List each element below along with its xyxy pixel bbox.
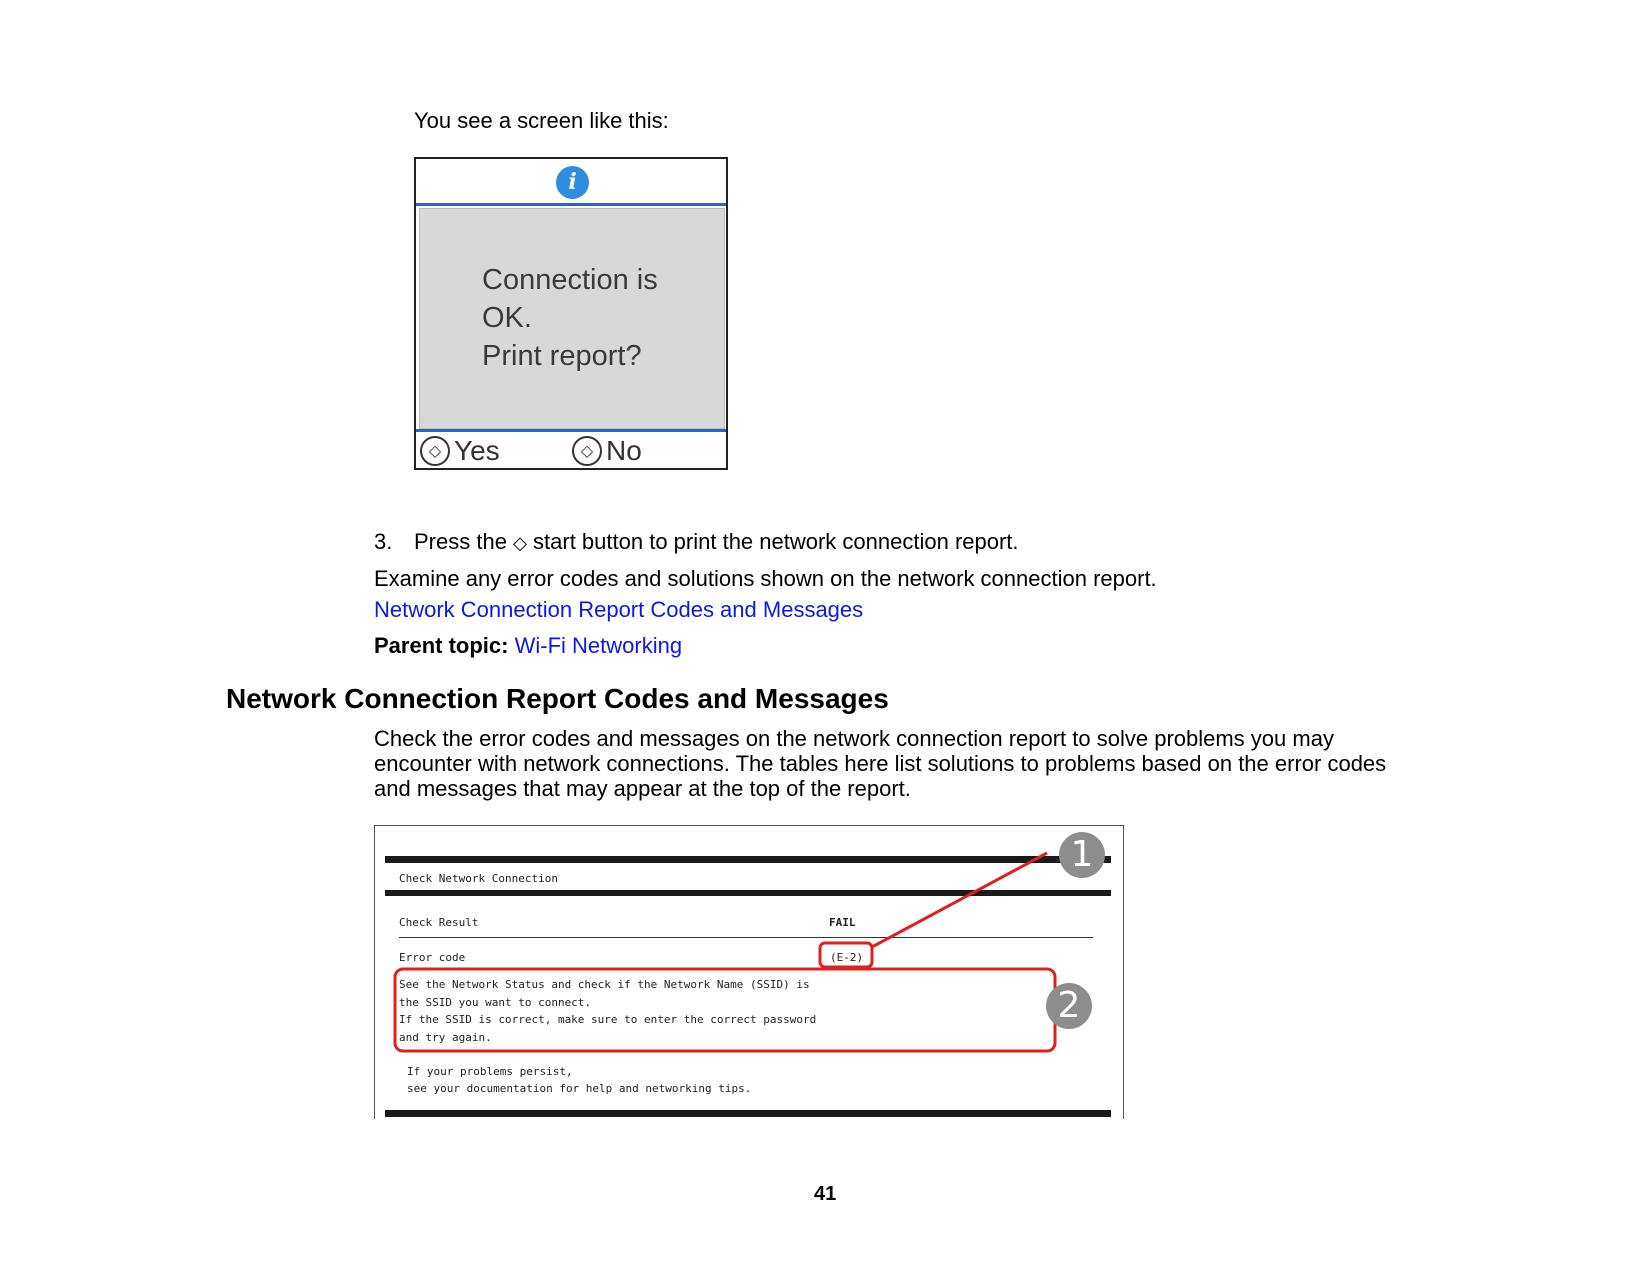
lcd-divider <box>416 203 726 206</box>
parent-topic <box>374 633 682 659</box>
message-line: the SSID you want to connect. <box>399 995 592 1009</box>
error-code-highlight <box>820 943 872 967</box>
info-icon: i <box>556 166 589 199</box>
report-image <box>374 825 1124 1119</box>
message-highlight <box>395 969 1055 1051</box>
section-paragraph <box>374 726 1386 801</box>
footer-line: If your problems persist, <box>407 1065 573 1078</box>
error-label: Error code <box>399 951 466 964</box>
step-text-part: Press the <box>414 529 507 554</box>
footer-line: see your documentation for help and networking tips. <box>407 1082 752 1095</box>
lcd-message-area <box>419 208 725 429</box>
step-number: 3. <box>374 529 393 554</box>
start-button-icon: ◇ <box>420 436 450 466</box>
lcd-no-label: No <box>606 435 642 466</box>
examine-text: Examine any error codes and solutions shown on the network connection report. <box>374 566 1157 591</box>
start-icon: ◇ <box>513 533 527 554</box>
callout-leader-line <box>872 853 1047 947</box>
lcd-screen-image <box>414 157 728 470</box>
callout-overlay <box>375 826 1125 1120</box>
error-value: (E-2) <box>830 951 864 964</box>
lcd-yes-option <box>420 435 500 467</box>
paragraph-line: and messages that may appear at the top of the report. <box>374 776 911 801</box>
report-codes-link[interactable]: Network Connection Report Codes and Messages <box>374 597 864 622</box>
step-3-text <box>414 529 1019 557</box>
page-number: 41 <box>814 1183 837 1205</box>
intro-text: You see a screen like this: <box>414 108 669 133</box>
step-text-part: start button to print the network connection report. <box>533 529 1019 554</box>
callout-2-icon: 2 <box>1046 983 1092 1029</box>
wifi-networking-link[interactable]: Wi-Fi Networking <box>514 633 683 658</box>
lcd-message: Connection is OK. Print report? <box>482 264 658 372</box>
paragraph-line: Check the error codes and messages on the network connection report to solve problems you may <box>374 726 1334 751</box>
result-value: FAIL <box>829 916 856 929</box>
report-title: Check Network Connection <box>399 872 558 885</box>
stop-button-icon: ◇ <box>572 436 602 466</box>
lcd-header <box>416 159 726 204</box>
message-line: and try again. <box>399 1030 492 1044</box>
callout-1-icon: 1 <box>1059 832 1105 878</box>
message-line: If the SSID is correct, make sure to enter the correct password <box>399 1013 817 1026</box>
result-label: Check Result <box>399 916 479 929</box>
parent-topic-label: Parent topic: <box>374 633 509 658</box>
message-line: See the Network Status and check if the Network Name (SSID) is <box>399 978 810 991</box>
lcd-no-option <box>572 435 642 467</box>
section-heading: Network Connection Report Codes and Messages <box>226 683 889 714</box>
lcd-yes-label: Yes <box>454 435 500 466</box>
lcd-divider <box>416 429 726 432</box>
paragraph-line: encounter with network connections. The tables here list solutions to problems based on the error codes <box>374 751 1387 776</box>
